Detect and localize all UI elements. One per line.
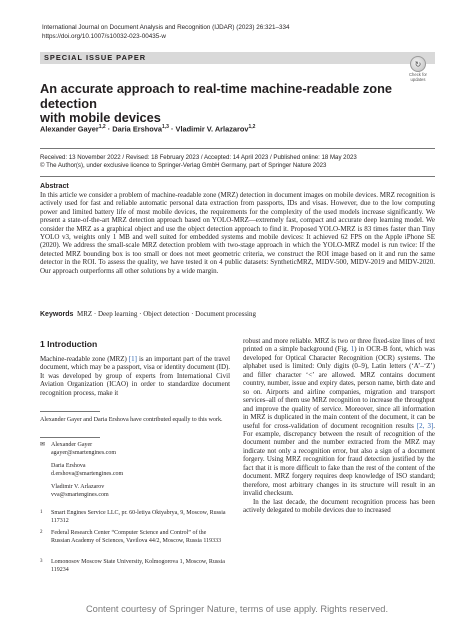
author-affil: 1,3 xyxy=(162,124,169,130)
citation-link[interactable]: [1] xyxy=(128,355,137,363)
correspondence-block xyxy=(40,441,230,581)
dates-line: Received: 13 November 2022 / Revised: 18 February 2023 / Accepted: 14 April 2023 / Published online: 18 May 2023 xyxy=(40,154,357,161)
author-name: Daria Ershova xyxy=(51,463,86,469)
figure-link[interactable]: 1 xyxy=(350,345,355,354)
body-text: In the last decade, the document recognition process has been actively delegated to mobile devices due to increased xyxy=(243,497,435,515)
abstract-text: In this article we consider a problem of machine-readable zone (MRZ) detection in document images on mobile devices. MRZ recognition is actively used for fast and reliable automatic personal data extraction from passports, IDs and visas. However, due to the low computing power and limited battery life of most mobile devices, the requirements for the complexity of the used models increase significantly. We present a state-of-the-art MRZ detection approach based on YOLO-MRZ—extremely fast, compact and accurate deep learning model. We consider the MRZ as a graphical object and use the object detection approach to find it. Proposed YOLO-MRZ is 83 times faster than Tiny YOLO v3, weights only 1 MB and well suited for embedded systems and mobile devices: It achieved 62 FPS on the Apple iPhone SE (2020). We address the small-scale MRZ detection problem with two-stage approach in which the YOLO-MRZ model is run twice: If the detected MRZ bounding box is too small or does not meet geometric criteria, we construct the ROI image based on it and run the same detector in the ROI. To assess the quality, we have tested it on 4 public datasets: SyntheticMRZ, MIDV-500, MIDV-2019 and MIDV-2020. Our approach outperforms all other solutions by a wide margin. xyxy=(40,191,435,275)
footer-notice: Content courtesy of Springer Nature, terms of use apply. Rights reserved. xyxy=(85,604,389,614)
special-issue-banner xyxy=(40,52,435,64)
author-name: Alexander Gayer xyxy=(51,442,93,448)
divider xyxy=(40,176,435,177)
intro-paragraph-col2 xyxy=(243,337,435,515)
title-line-1: An accurate approach to real-time machine-readable zone detection xyxy=(40,81,393,111)
envelope-icon: ✉ xyxy=(40,442,46,448)
intro-paragraph-col1 xyxy=(40,355,230,397)
author-list: Alexander Gayer$^{1,2}$ · Daria Ershova$^{1,3}$ · Vladimir V. Arlazarov$^{1,2}$ xyxy=(40,124,256,134)
body-text: Machine-readable zone (MRZ) xyxy=(40,355,129,363)
divider xyxy=(40,148,435,149)
paper-title xyxy=(40,82,420,126)
title-line-2: with mobile devices xyxy=(40,110,161,125)
keywords-label: Keywords xyxy=(40,311,74,318)
keywords xyxy=(40,310,256,318)
footnote-divider xyxy=(40,411,100,412)
author-name: Vladimir V. Arlazarov xyxy=(51,484,105,490)
affiliation-number: 1 xyxy=(40,510,43,515)
affiliation-text: Federal Research Center “Computer Science and Control” of the Russian Academy of Sciences, Vavilova 44/2, Moscow, Russia 119333 xyxy=(51,530,222,544)
author-email[interactable]: d.ershova@smartengines.com xyxy=(51,471,124,477)
corresponding-author xyxy=(51,462,123,478)
affiliation-number: 2 xyxy=(40,530,43,535)
copyright-line: © The Author(s), under exclusive licence to Springer-Verlag GmbH Germany, part of Springer Nature 2023 xyxy=(40,162,327,170)
footnote-divider xyxy=(40,437,100,438)
journal-header xyxy=(42,24,289,41)
corresponding-author xyxy=(51,483,109,499)
refresh-icon: ↻ xyxy=(410,56,426,72)
doi-link[interactable]: https://doi.org/10.1007/s10032-023-00435-w xyxy=(42,32,166,40)
body-text: robust and more reliable. MRZ is two or three fixed-size lines of text printed on a simple background (Fig. xyxy=(243,337,435,354)
badge-label-line1: Check for xyxy=(409,72,427,77)
author-name[interactable]: Alexander Gayer xyxy=(40,124,99,134)
badge-label-line2: updates xyxy=(410,76,426,82)
author-affil: 1,2 xyxy=(98,124,106,130)
keywords-text: MRZ · Deep learning · Object detection · Document processing xyxy=(76,310,256,318)
banner-label: SPECIAL ISSUE PAPER xyxy=(44,53,147,62)
section-heading-introduction: 1 Introduction xyxy=(40,339,98,349)
contribution-note: Alexander Gayer and Daria Ershova have contributed equally to this work. xyxy=(40,417,223,423)
abstract-heading: Abstract xyxy=(40,182,69,190)
body-text: ) in OCR-B font, which was developed for Optical Character Recognition (OCR) systems. The alphabet used is limited: Only digits (0–9), Latin letters (‘A’–‘Z’) and filler character ‘<’ are allowed. MRZ contains document country, number, issue and expiry dates, person name, birth date and so on. Airports and airline companies, migration and transport services–all of them use MRZ recognition to increase the throughput and improve the quality of service. Moreover, since all information in MRZ is duplicated in the main content of the document, it can be useful for cross-validation of document recognition results xyxy=(243,345,435,430)
affiliation-number: 3 xyxy=(40,559,43,564)
publication-dates xyxy=(40,154,357,171)
journal-citation: International Journal on Document Analysis and Recognition (IJDAR) (2023) 26:321–334 xyxy=(42,24,290,31)
affiliation-text: Lomonosov Moscow State University, Kolmogorova 1, Moscow, Russia 119234 xyxy=(51,559,225,573)
author-name[interactable]: Vladimir V. Arlazarov xyxy=(175,124,249,134)
check-for-updates-badge[interactable] xyxy=(404,56,432,80)
corresponding-author xyxy=(51,441,116,457)
citation-link[interactable]: [2, 3] xyxy=(416,421,434,430)
author-affil: 1,2 xyxy=(248,124,256,130)
author-email[interactable]: vva@smartengines.com xyxy=(51,492,109,498)
affiliation-text: Smart Engines Service LLC, pr. 60-letiya Oktyabrya, 9, Moscow, Russia 117312 xyxy=(51,510,226,524)
body-text: . For example, discrepancy between the result of recognition of the document number and the number extracted from the MRZ may indicate not only a recognition error, but also a sign of a document forgery. Using MRZ recognition for fraud detection justified by the fact that it is more difficult to fake than the rest of the content of the document. MRZ forgery requires deep knowledge of ISO standard; therefore, most arbitrary changes in its structure will result in an invalid checksum. xyxy=(243,421,435,498)
author-email[interactable]: agayer@smartengines.com xyxy=(51,450,117,456)
author-name[interactable]: Daria Ershova xyxy=(112,124,162,134)
body-text: is an important part of the travel document, which may be a passport, visa or identity document (ID). It was developed by group of experts from International Civil Aviation Organization (ICAO) in order to standardize document recognition process, make it xyxy=(40,355,231,397)
